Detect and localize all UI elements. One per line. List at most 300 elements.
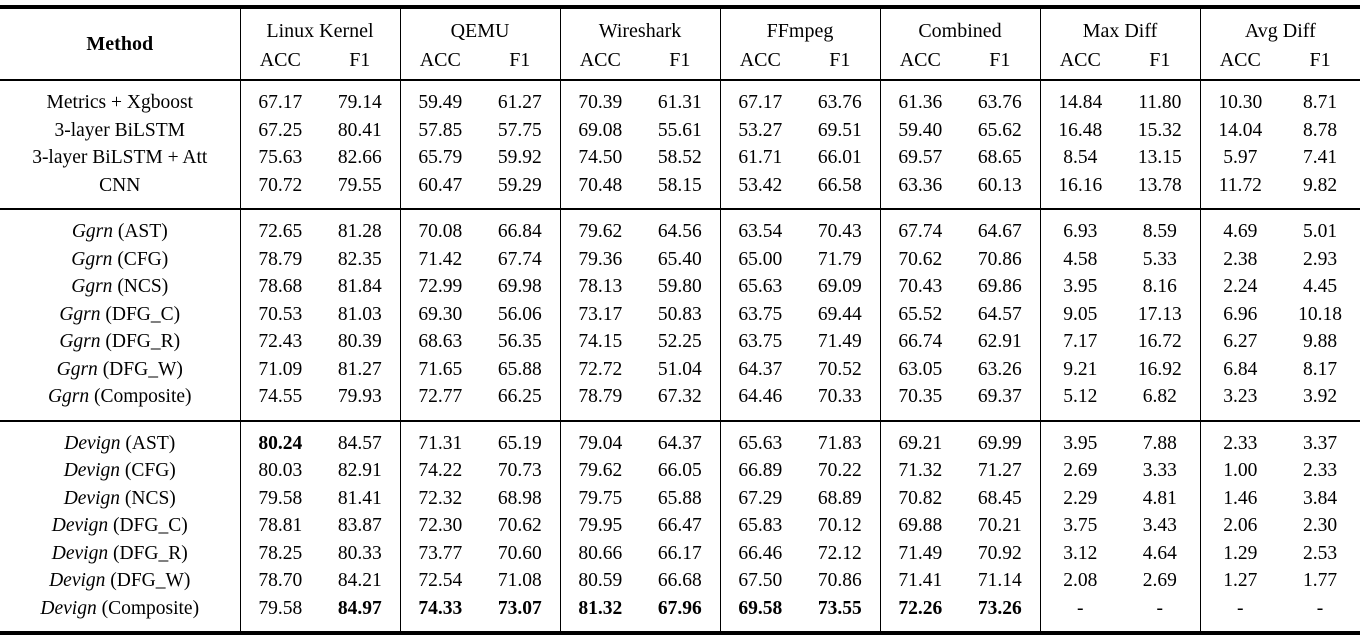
value-cell: 14.04 <box>1200 117 1280 145</box>
value-cell: 58.52 <box>657 147 702 169</box>
value-cell: 79.36 <box>560 246 640 274</box>
method-name-italic: Devign <box>51 542 109 564</box>
method-cell <box>0 567 240 595</box>
method-name: Metrics + Xgboost <box>46 92 193 114</box>
value-cell: 67.29 <box>720 485 800 513</box>
table-section-1 <box>0 80 1360 209</box>
value-cell: 65.62 <box>977 119 1022 141</box>
sub-header-acc: ACC <box>400 46 480 80</box>
value-cell: 80.33 <box>337 542 382 564</box>
value-cell: 1.46 <box>1200 485 1280 513</box>
method-cell <box>0 117 240 145</box>
method-cell <box>0 457 240 485</box>
table-row <box>0 595 1360 634</box>
value-cell: 82.91 <box>337 460 382 482</box>
value-cell: 84.97 <box>337 597 382 619</box>
value-cell: 67.25 <box>240 117 320 145</box>
value-cell: 63.75 <box>720 301 800 329</box>
value-cell: 17.13 <box>1137 303 1182 325</box>
method-name: (DFG_R) <box>112 542 188 564</box>
value-cell: 73.77 <box>400 540 480 568</box>
value-cell: 68.63 <box>400 328 480 356</box>
method-cell <box>0 172 240 210</box>
value-cell: 5.33 <box>1142 248 1177 270</box>
value-cell: 2.69 <box>1142 570 1177 592</box>
value-cell: 72.32 <box>400 485 480 513</box>
table-row <box>0 301 1360 329</box>
value-cell: 65.52 <box>880 301 960 329</box>
value-cell: 9.82 <box>1302 174 1338 196</box>
value-cell: 6.84 <box>1200 356 1280 384</box>
value-cell: 9.21 <box>1040 356 1120 384</box>
value-cell: 75.63 <box>240 144 320 172</box>
value-cell: 73.17 <box>560 301 640 329</box>
value-cell: 79.75 <box>560 485 640 513</box>
sub-header-f1: F1 <box>1149 48 1171 71</box>
value-cell: 67.74 <box>880 209 960 246</box>
value-cell: 81.28 <box>337 221 382 243</box>
value-cell: 70.43 <box>880 273 960 301</box>
value-cell: 65.63 <box>720 421 800 458</box>
value-cell: 68.45 <box>977 487 1022 509</box>
value-cell: 64.37 <box>657 432 702 454</box>
value-cell: 3.23 <box>1200 383 1280 421</box>
method-name-italic: Devign <box>49 570 106 592</box>
method-cell <box>0 209 240 246</box>
value-cell: 56.35 <box>497 331 542 353</box>
method-name: (CFG) <box>124 460 176 482</box>
value-cell: 64.67 <box>977 221 1022 243</box>
value-cell: 68.98 <box>497 487 542 509</box>
method-name: (DFG_C) <box>112 515 188 537</box>
value-cell: 71.14 <box>977 570 1022 592</box>
value-cell: 59.29 <box>497 174 542 196</box>
value-cell: 61.31 <box>657 92 702 114</box>
method-name: (Composite) <box>94 386 192 408</box>
value-cell: - <box>1040 595 1120 634</box>
value-cell: 67.50 <box>720 567 800 595</box>
value-cell: 66.89 <box>720 457 800 485</box>
value-cell: 67.17 <box>720 80 800 117</box>
value-cell: 70.60 <box>497 542 542 564</box>
value-cell: 59.49 <box>400 80 480 117</box>
value-cell: 70.12 <box>817 515 862 537</box>
method-name-italic: Ggrn <box>59 331 101 353</box>
value-cell: 69.44 <box>817 303 862 325</box>
value-cell: 78.79 <box>240 246 320 274</box>
method-name: 3-layer BiLSTM <box>54 119 186 141</box>
value-cell: 6.96 <box>1200 301 1280 329</box>
value-cell: 69.86 <box>977 276 1022 298</box>
value-cell: 3.95 <box>1040 421 1120 458</box>
value-cell: 63.36 <box>880 172 960 210</box>
value-cell: 53.42 <box>720 172 800 210</box>
method-cell <box>0 328 240 356</box>
value-cell: 72.30 <box>400 512 480 540</box>
value-cell: 2.24 <box>1200 273 1280 301</box>
method-name: (DFG_W) <box>110 570 191 592</box>
value-cell: 7.41 <box>1302 147 1338 169</box>
value-cell: 66.05 <box>657 460 702 482</box>
value-cell: 70.53 <box>240 301 320 329</box>
method-name-italic: Ggrn <box>47 386 90 408</box>
value-cell: 72.26 <box>880 595 960 634</box>
value-cell: 63.76 <box>817 92 862 114</box>
value-cell: - <box>1200 595 1280 634</box>
value-cell: 3.75 <box>1040 512 1120 540</box>
value-cell: 66.01 <box>817 147 862 169</box>
value-cell: 16.72 <box>1137 331 1182 353</box>
value-cell: 65.19 <box>497 432 542 454</box>
sub-header-acc: ACC <box>880 46 960 80</box>
method-name-italic: Devign <box>63 487 120 509</box>
sub-header-f1: F1 <box>829 48 851 71</box>
value-cell: 67.96 <box>657 597 702 619</box>
value-cell: 79.93 <box>337 386 382 408</box>
method-header: Method <box>86 33 154 55</box>
method-name-italic: Devign <box>40 597 97 619</box>
value-cell: 65.00 <box>720 246 800 274</box>
value-cell: 61.36 <box>880 80 960 117</box>
value-cell: 70.62 <box>497 515 542 537</box>
table-row <box>0 144 1360 172</box>
value-cell: 72.72 <box>560 356 640 384</box>
method-cell <box>0 80 240 117</box>
table-row <box>0 567 1360 595</box>
value-cell: 16.48 <box>1040 117 1120 145</box>
value-cell: 78.13 <box>560 273 640 301</box>
value-cell: 70.22 <box>817 460 862 482</box>
value-cell: 79.95 <box>560 512 640 540</box>
value-cell: 71.31 <box>400 421 480 458</box>
value-cell: 8.54 <box>1040 144 1120 172</box>
method-cell <box>0 273 240 301</box>
value-cell: 11.72 <box>1200 172 1280 210</box>
method-name: CNN <box>99 174 141 196</box>
value-cell: 80.66 <box>560 540 640 568</box>
sub-header-acc: ACC <box>240 46 320 80</box>
sub-header-f1: F1 <box>989 48 1011 71</box>
method-name: (DFG_R) <box>105 331 181 353</box>
value-cell: 15.32 <box>1137 119 1182 141</box>
value-cell: 59.80 <box>657 276 702 298</box>
value-cell: 9.05 <box>1040 301 1120 329</box>
value-cell: 70.72 <box>240 172 320 210</box>
value-cell: 5.97 <box>1200 144 1280 172</box>
value-cell: 67.74 <box>497 248 542 270</box>
value-cell: 71.42 <box>400 246 480 274</box>
sub-header-acc: ACC <box>1200 46 1280 80</box>
value-cell: 69.57 <box>880 144 960 172</box>
table-row <box>0 421 1360 458</box>
value-cell: 71.08 <box>497 570 542 592</box>
value-cell: 72.99 <box>400 273 480 301</box>
value-cell: 4.81 <box>1142 487 1177 509</box>
value-cell: 79.62 <box>560 209 640 246</box>
value-cell: 66.68 <box>657 570 702 592</box>
value-cell: 80.03 <box>240 457 320 485</box>
value-cell: 74.22 <box>400 457 480 485</box>
table-row <box>0 246 1360 274</box>
method-cell <box>0 595 240 634</box>
value-cell: 8.16 <box>1142 276 1177 298</box>
table-row <box>0 512 1360 540</box>
value-cell: 79.04 <box>560 421 640 458</box>
value-cell: 63.75 <box>720 328 800 356</box>
value-cell: 84.57 <box>337 432 382 454</box>
value-cell: 2.69 <box>1040 457 1120 485</box>
value-cell: 81.84 <box>337 276 382 298</box>
value-cell: 66.84 <box>497 221 542 243</box>
value-cell: 65.88 <box>657 487 702 509</box>
table-row <box>0 209 1360 246</box>
value-cell: 70.62 <box>880 246 960 274</box>
value-cell: 80.59 <box>560 567 640 595</box>
column-group-header: Avg Diff <box>1200 7 1360 46</box>
value-cell: 63.76 <box>977 92 1022 114</box>
column-group-header: FFmpeg <box>720 7 880 46</box>
method-name: (AST) <box>117 221 168 243</box>
value-cell: 80.41 <box>337 119 382 141</box>
value-cell: 71.83 <box>817 432 862 454</box>
value-cell: 1.27 <box>1200 567 1280 595</box>
value-cell: 8.59 <box>1142 221 1177 243</box>
value-cell: 66.46 <box>720 540 800 568</box>
method-name-italic: Devign <box>63 460 120 482</box>
value-cell: 69.08 <box>560 117 640 145</box>
method-cell <box>0 383 240 421</box>
value-cell: 72.43 <box>240 328 320 356</box>
value-cell: 66.25 <box>497 386 542 408</box>
value-cell: 65.79 <box>400 144 480 172</box>
value-cell: 3.95 <box>1040 273 1120 301</box>
value-cell: 71.49 <box>817 331 862 353</box>
value-cell: 67.32 <box>657 386 702 408</box>
table-row <box>0 172 1360 210</box>
column-group-header: Max Diff <box>1040 7 1200 46</box>
method-name: (AST) <box>125 432 176 454</box>
value-cell: 74.50 <box>560 144 640 172</box>
value-cell: 78.81 <box>240 512 320 540</box>
value-cell: 70.39 <box>560 80 640 117</box>
value-cell: 64.46 <box>720 383 800 421</box>
value-cell: 70.35 <box>880 383 960 421</box>
value-cell: 67.17 <box>240 80 320 117</box>
value-cell: 71.79 <box>817 248 862 270</box>
value-cell: 3.43 <box>1142 515 1177 537</box>
value-cell: 3.92 <box>1302 386 1338 408</box>
value-cell: 5.12 <box>1040 383 1120 421</box>
value-cell: 74.33 <box>400 595 480 634</box>
method-name-italic: Ggrn <box>71 248 113 270</box>
value-cell: 51.04 <box>657 358 702 380</box>
value-cell: 7.17 <box>1040 328 1120 356</box>
method-cell <box>0 421 240 458</box>
method-cell <box>0 512 240 540</box>
value-cell: - <box>1316 597 1324 619</box>
results-table <box>0 5 1360 635</box>
value-cell: 2.06 <box>1200 512 1280 540</box>
method-name: (Composite) <box>101 597 200 619</box>
value-cell: 70.33 <box>817 386 862 408</box>
value-cell: 3.12 <box>1040 540 1120 568</box>
value-cell: - <box>1156 597 1164 619</box>
value-cell: 69.58 <box>720 595 800 634</box>
value-cell: 8.71 <box>1302 92 1338 114</box>
value-cell: 55.61 <box>657 119 702 141</box>
value-cell: 71.09 <box>240 356 320 384</box>
value-cell: 64.56 <box>657 221 702 243</box>
value-cell: 68.89 <box>817 487 862 509</box>
value-cell: 81.32 <box>560 595 640 634</box>
method-cell <box>0 356 240 384</box>
table-row <box>0 273 1360 301</box>
method-name-italic: Ggrn <box>71 276 113 298</box>
value-cell: 5.01 <box>1302 221 1338 243</box>
column-group-header: Linux Kernel <box>240 7 400 46</box>
value-cell: 1.77 <box>1302 570 1338 592</box>
value-cell: 78.25 <box>240 540 320 568</box>
value-cell: 50.83 <box>657 303 702 325</box>
value-cell: 79.58 <box>240 595 320 634</box>
value-cell: 70.52 <box>817 358 862 380</box>
value-cell: 72.77 <box>400 383 480 421</box>
value-cell: 59.40 <box>880 117 960 145</box>
method-name: (CFG) <box>117 248 169 270</box>
method-cell <box>0 485 240 513</box>
value-cell: 66.17 <box>657 542 702 564</box>
value-cell: 72.54 <box>400 567 480 595</box>
method-name: (NCS) <box>117 276 169 298</box>
value-cell: 3.37 <box>1302 432 1338 454</box>
value-cell: 2.08 <box>1040 567 1120 595</box>
value-cell: 13.15 <box>1137 147 1182 169</box>
value-cell: 66.58 <box>817 174 862 196</box>
value-cell: 16.16 <box>1040 172 1120 210</box>
value-cell: 70.08 <box>400 209 480 246</box>
value-cell: 79.14 <box>337 92 382 114</box>
value-cell: 56.06 <box>497 303 542 325</box>
value-cell: 57.75 <box>497 119 542 141</box>
value-cell: 69.21 <box>880 421 960 458</box>
value-cell: 4.58 <box>1040 246 1120 274</box>
value-cell: 78.70 <box>240 567 320 595</box>
value-cell: 14.84 <box>1040 80 1120 117</box>
value-cell: 61.71 <box>720 144 800 172</box>
sub-header-acc: ACC <box>1040 46 1120 80</box>
value-cell: 81.41 <box>337 487 382 509</box>
value-cell: 71.27 <box>977 460 1022 482</box>
value-cell: 73.55 <box>817 597 862 619</box>
value-cell: 66.74 <box>880 328 960 356</box>
value-cell: 69.30 <box>400 301 480 329</box>
method-name: (NCS) <box>124 487 176 509</box>
method-cell <box>0 301 240 329</box>
value-cell: 69.88 <box>880 512 960 540</box>
value-cell: 64.57 <box>977 303 1022 325</box>
value-cell: 58.15 <box>657 174 702 196</box>
value-cell: 7.88 <box>1142 432 1177 454</box>
value-cell: 79.62 <box>560 457 640 485</box>
header-row-groups <box>0 7 1360 46</box>
table-header <box>0 7 1360 80</box>
value-cell: 13.78 <box>1137 174 1182 196</box>
value-cell: 69.51 <box>817 119 862 141</box>
value-cell: 66.47 <box>657 515 702 537</box>
value-cell: 82.35 <box>337 248 382 270</box>
value-cell: 11.80 <box>1138 92 1182 114</box>
value-cell: 59.92 <box>497 147 542 169</box>
method-cell <box>0 540 240 568</box>
value-cell: 6.82 <box>1142 386 1177 408</box>
value-cell: 60.47 <box>400 172 480 210</box>
value-cell: 8.78 <box>1302 119 1338 141</box>
value-cell: 71.65 <box>400 356 480 384</box>
sub-header-f1: F1 <box>1309 48 1331 71</box>
value-cell: 70.86 <box>977 248 1022 270</box>
value-cell: 2.30 <box>1302 515 1338 537</box>
value-cell: 63.05 <box>880 356 960 384</box>
value-cell: 79.55 <box>337 174 382 196</box>
value-cell: 10.18 <box>1298 303 1342 325</box>
value-cell: 3.84 <box>1302 487 1338 509</box>
value-cell: 73.07 <box>497 597 542 619</box>
value-cell: 70.92 <box>977 542 1022 564</box>
value-cell: 71.49 <box>880 540 960 568</box>
value-cell: 70.21 <box>977 515 1022 537</box>
table-row <box>0 540 1360 568</box>
value-cell: 16.92 <box>1137 358 1182 380</box>
value-cell: 81.27 <box>337 358 382 380</box>
table-row <box>0 328 1360 356</box>
value-cell: 69.99 <box>977 432 1022 454</box>
value-cell: 52.25 <box>657 331 702 353</box>
table-row <box>0 80 1360 117</box>
value-cell: 73.26 <box>977 597 1022 619</box>
column-group-header: Combined <box>880 7 1040 46</box>
value-cell: 2.33 <box>1200 421 1280 458</box>
value-cell: 1.29 <box>1200 540 1280 568</box>
table-row <box>0 356 1360 384</box>
value-cell: 81.03 <box>337 303 382 325</box>
method-name-italic: Devign <box>64 432 121 454</box>
table-row <box>0 457 1360 485</box>
value-cell: 61.27 <box>497 92 542 114</box>
column-group-header: QEMU <box>400 7 560 46</box>
value-cell: 63.26 <box>977 358 1022 380</box>
value-cell: 80.39 <box>337 331 382 353</box>
value-cell: 78.68 <box>240 273 320 301</box>
method-name: (DFG_W) <box>102 358 183 380</box>
value-cell: 2.38 <box>1200 246 1280 274</box>
value-cell: 78.79 <box>560 383 640 421</box>
value-cell: 70.86 <box>817 570 862 592</box>
value-cell: 68.65 <box>977 147 1022 169</box>
value-cell: 2.33 <box>1302 460 1338 482</box>
value-cell: 2.53 <box>1302 542 1338 564</box>
sub-header-acc: ACC <box>560 46 640 80</box>
value-cell: 69.98 <box>497 276 542 298</box>
value-cell: 65.83 <box>720 512 800 540</box>
value-cell: 1.00 <box>1200 457 1280 485</box>
value-cell: 9.88 <box>1302 331 1338 353</box>
value-cell: 69.09 <box>817 276 862 298</box>
value-cell: 64.37 <box>720 356 800 384</box>
value-cell: 53.27 <box>720 117 800 145</box>
table-row <box>0 117 1360 145</box>
value-cell: 62.91 <box>977 331 1022 353</box>
table-row <box>0 383 1360 421</box>
